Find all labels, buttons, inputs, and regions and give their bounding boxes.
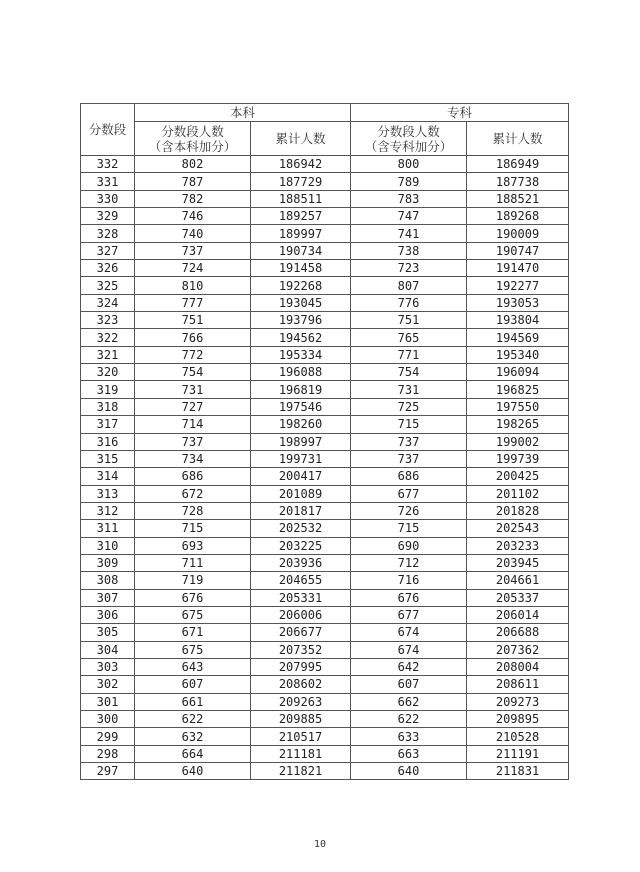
undergraduate-count-cell: 693: [135, 537, 251, 554]
table-row: [81, 173, 569, 190]
undergraduate-count-cell: 724: [135, 260, 251, 277]
junior-college-count-cell: 677: [351, 485, 467, 502]
table-row: [81, 433, 569, 450]
score-cell: 327: [81, 242, 135, 259]
undergraduate-cumulative-cell: 201817: [251, 502, 351, 519]
junior-college-cumulative-cell: 206014: [467, 606, 569, 623]
score-cell: 309: [81, 554, 135, 571]
junior-college-cumulative-cell: 203945: [467, 554, 569, 571]
junior-college-count-cell: 723: [351, 260, 467, 277]
undergraduate-count-header-line2: （含本科加分）: [148, 138, 237, 154]
junior-college-cumulative-cell: 197550: [467, 398, 569, 415]
undergraduate-cumulative-cell: 208602: [251, 676, 351, 693]
undergraduate-count-cell: 802: [135, 156, 251, 173]
undergraduate-cumulative-cell: 205331: [251, 589, 351, 606]
junior-college-cumulative-cell: 208004: [467, 658, 569, 675]
undergraduate-count-cell: 734: [135, 450, 251, 467]
junior-college-cumulative-cell: 198265: [467, 416, 569, 433]
junior-college-count-cell: 731: [351, 381, 467, 398]
table-row: [81, 763, 569, 780]
undergraduate-cumulative-cell: 211181: [251, 745, 351, 762]
junior-college-cumulative-cell: 210528: [467, 728, 569, 745]
score-cell: 323: [81, 312, 135, 329]
undergraduate-count-header-line1: 分数段人数: [161, 123, 224, 139]
junior-college-count-cell: 751: [351, 312, 467, 329]
score-range-header: 分数段: [81, 104, 135, 156]
undergraduate-count-cell: 664: [135, 745, 251, 762]
junior-college-cumulative-cell: 209273: [467, 693, 569, 710]
undergraduate-cumulative-cell: 187729: [251, 173, 351, 190]
score-cell: 298: [81, 745, 135, 762]
score-cell: 315: [81, 450, 135, 467]
junior-college-count-cell: 677: [351, 606, 467, 623]
junior-college-cumulative-cell: 202543: [467, 520, 569, 537]
undergraduate-cumulative-cell: 196088: [251, 364, 351, 381]
junior-college-count-cell: 662: [351, 693, 467, 710]
undergraduate-count-cell: 671: [135, 624, 251, 641]
undergraduate-cumulative-cell: 191458: [251, 260, 351, 277]
junior-college-count-cell: 676: [351, 589, 467, 606]
junior-college-cumulative-cell: 193804: [467, 312, 569, 329]
score-cell: 326: [81, 260, 135, 277]
undergraduate-cumulative-cell: 193045: [251, 294, 351, 311]
undergraduate-count-cell: 719: [135, 572, 251, 589]
score-cell: 311: [81, 520, 135, 537]
table-row: [81, 485, 569, 502]
junior-college-count-cell: 715: [351, 416, 467, 433]
score-cell: 314: [81, 468, 135, 485]
undergraduate-cumulative-cell: 197546: [251, 398, 351, 415]
table-row: [81, 294, 569, 311]
undergraduate-count-cell: 632: [135, 728, 251, 745]
score-cell: 303: [81, 658, 135, 675]
score-cell: 305: [81, 624, 135, 641]
junior-college-cumulative-cell: 209895: [467, 711, 569, 728]
undergraduate-count-cell: 640: [135, 763, 251, 780]
undergraduate-count-cell: 777: [135, 294, 251, 311]
score-cell: 313: [81, 485, 135, 502]
junior-college-count-cell: 741: [351, 225, 467, 242]
junior-college-cumulative-cell: 195340: [467, 346, 569, 363]
undergraduate-cumulative-cell: 209263: [251, 693, 351, 710]
undergraduate-count-cell: 675: [135, 606, 251, 623]
header-row-columns: [81, 122, 569, 156]
junior-college-cumulative-cell: 204661: [467, 572, 569, 589]
undergraduate-cumulative-cell: 190734: [251, 242, 351, 259]
junior-college-cumulative-cell: 201102: [467, 485, 569, 502]
junior-college-cumulative-cell: 187738: [467, 173, 569, 190]
table-row: [81, 312, 569, 329]
table-row: [81, 537, 569, 554]
undergraduate-cumulative-cell: 196819: [251, 381, 351, 398]
undergraduate-cumulative-cell: 207995: [251, 658, 351, 675]
undergraduate-count-cell: 787: [135, 173, 251, 190]
table-row: [81, 606, 569, 623]
score-cell: 316: [81, 433, 135, 450]
junior-college-cumulative-cell: 206688: [467, 624, 569, 641]
undergraduate-count-cell: 728: [135, 502, 251, 519]
undergraduate-count-cell: 675: [135, 641, 251, 658]
table-row: [81, 260, 569, 277]
junior-college-count-header-line2: （含专科加分）: [364, 138, 453, 154]
junior-college-count-cell: 674: [351, 641, 467, 658]
undergraduate-count-cell: 810: [135, 277, 251, 294]
undergraduate-cumulative-cell: 202532: [251, 520, 351, 537]
score-cell: 300: [81, 711, 135, 728]
junior-college-count-cell: 633: [351, 728, 467, 745]
score-cell: 320: [81, 364, 135, 381]
undergraduate-cumulative-cell: 186942: [251, 156, 351, 173]
junior-college-count-cell: 716: [351, 572, 467, 589]
junior-college-count-cell: 690: [351, 537, 467, 554]
junior-college-cumulative-cell: 211191: [467, 745, 569, 762]
undergraduate-count-cell: 715: [135, 520, 251, 537]
junior-college-cumulative-cell: 191470: [467, 260, 569, 277]
table-row: [81, 520, 569, 537]
junior-college-cumulative-cell: 200425: [467, 468, 569, 485]
junior-college-count-cell: 686: [351, 468, 467, 485]
junior-college-cumulative-header: 累计人数: [467, 122, 569, 156]
junior-college-cumulative-cell: 205337: [467, 589, 569, 606]
undergraduate-cumulative-cell: 198997: [251, 433, 351, 450]
undergraduate-cumulative-cell: 201089: [251, 485, 351, 502]
undergraduate-cumulative-cell: 204655: [251, 572, 351, 589]
junior-college-count-cell: 738: [351, 242, 467, 259]
score-cell: 324: [81, 294, 135, 311]
table-row: [81, 225, 569, 242]
undergraduate-count-cell: 711: [135, 554, 251, 571]
header-row-groups: [81, 104, 569, 122]
table-row: [81, 641, 569, 658]
score-cell: 302: [81, 676, 135, 693]
table-row: [81, 242, 569, 259]
table-row: [81, 398, 569, 415]
table-row: [81, 156, 569, 173]
table-row: [81, 624, 569, 641]
undergraduate-cumulative-cell: 206677: [251, 624, 351, 641]
junior-college-count-cell: 737: [351, 450, 467, 467]
undergraduate-count-cell: 714: [135, 416, 251, 433]
score-cell: 312: [81, 502, 135, 519]
table-row: [81, 346, 569, 363]
junior-college-cumulative-cell: 201828: [467, 502, 569, 519]
junior-college-count-cell: 674: [351, 624, 467, 641]
score-cell: 310: [81, 537, 135, 554]
table-row: [81, 208, 569, 225]
score-cell: 304: [81, 641, 135, 658]
junior-college-count-cell: 783: [351, 190, 467, 207]
undergraduate-count-cell: 746: [135, 208, 251, 225]
table-row: [81, 745, 569, 762]
undergraduate-count-cell: 766: [135, 329, 251, 346]
undergraduate-cumulative-cell: 207352: [251, 641, 351, 658]
junior-college-count-cell: 607: [351, 676, 467, 693]
undergraduate-cumulative-cell: 189997: [251, 225, 351, 242]
undergraduate-count-cell: 772: [135, 346, 251, 363]
score-cell: 322: [81, 329, 135, 346]
undergraduate-cumulative-cell: 198260: [251, 416, 351, 433]
table-row: [81, 589, 569, 606]
junior-college-count-cell: 771: [351, 346, 467, 363]
table-row: [81, 676, 569, 693]
junior-college-count-cell: 663: [351, 745, 467, 762]
junior-college-cumulative-cell: 207362: [467, 641, 569, 658]
undergraduate-count-cell: 751: [135, 312, 251, 329]
junior-college-cumulative-cell: 188521: [467, 190, 569, 207]
undergraduate-count-cell: 754: [135, 364, 251, 381]
undergraduate-count-cell: 607: [135, 676, 251, 693]
table-row: [81, 381, 569, 398]
score-cell: 321: [81, 346, 135, 363]
junior-college-cumulative-cell: 194569: [467, 329, 569, 346]
table-row: [81, 711, 569, 728]
undergraduate-cumulative-cell: 195334: [251, 346, 351, 363]
undergraduate-count-cell: 686: [135, 468, 251, 485]
junior-college-count-cell: 754: [351, 364, 467, 381]
table-row: [81, 572, 569, 589]
table-row: [81, 190, 569, 207]
page-number: 10: [313, 839, 327, 850]
undergraduate-cumulative-cell: 194562: [251, 329, 351, 346]
undergraduate-count-cell: 782: [135, 190, 251, 207]
junior-college-count-cell: 747: [351, 208, 467, 225]
junior-college-count-header-line1: 分数段人数: [377, 123, 440, 139]
junior-college-count-cell: 715: [351, 520, 467, 537]
junior-college-cumulative-cell: 192277: [467, 277, 569, 294]
score-cell: 325: [81, 277, 135, 294]
undergraduate-cumulative-cell: 199731: [251, 450, 351, 467]
junior-college-cumulative-cell: 193053: [467, 294, 569, 311]
junior-college-count-cell: 765: [351, 329, 467, 346]
undergraduate-cumulative-header: 累计人数: [251, 122, 351, 156]
undergraduate-cumulative-cell: 192268: [251, 277, 351, 294]
junior-college-count-cell: 737: [351, 433, 467, 450]
score-cell: 331: [81, 173, 135, 190]
junior-college-cumulative-cell: 203233: [467, 537, 569, 554]
score-cell: 328: [81, 225, 135, 242]
junior-college-cumulative-cell: 196825: [467, 381, 569, 398]
score-cell: 308: [81, 572, 135, 589]
score-cell: 318: [81, 398, 135, 415]
undergraduate-cumulative-cell: 189257: [251, 208, 351, 225]
undergraduate-cumulative-cell: 211821: [251, 763, 351, 780]
table-row: [81, 468, 569, 485]
undergraduate-cumulative-cell: 210517: [251, 728, 351, 745]
undergraduate-cumulative-cell: 203936: [251, 554, 351, 571]
junior-college-count-cell: 800: [351, 156, 467, 173]
junior-college-cumulative-cell: 211831: [467, 763, 569, 780]
junior-college-cumulative-cell: 196094: [467, 364, 569, 381]
undergraduate-count-cell: 737: [135, 433, 251, 450]
score-cell: 301: [81, 693, 135, 710]
junior-college-count-cell: 622: [351, 711, 467, 728]
score-cell: 297: [81, 763, 135, 780]
undergraduate-count-cell: 737: [135, 242, 251, 259]
table-row: [81, 450, 569, 467]
junior-college-cumulative-cell: 190009: [467, 225, 569, 242]
junior-college-count-cell: 789: [351, 173, 467, 190]
junior-college-count-cell: 776: [351, 294, 467, 311]
score-cell: 329: [81, 208, 135, 225]
table-row: [81, 277, 569, 294]
score-cell: 330: [81, 190, 135, 207]
score-distribution-table: [80, 103, 569, 780]
score-cell: 299: [81, 728, 135, 745]
undergraduate-count-cell: 676: [135, 589, 251, 606]
undergraduate-count-cell: 622: [135, 711, 251, 728]
junior-college-cumulative-cell: 189268: [467, 208, 569, 225]
undergraduate-count-cell: 740: [135, 225, 251, 242]
undergraduate-group-header: 本科: [135, 104, 351, 122]
junior-college-cumulative-cell: 186949: [467, 156, 569, 173]
undergraduate-count-cell: 731: [135, 381, 251, 398]
junior-college-count-cell: 712: [351, 554, 467, 571]
undergraduate-count-cell: 643: [135, 658, 251, 675]
score-cell: 319: [81, 381, 135, 398]
junior-college-group-header: 专科: [351, 104, 569, 122]
junior-college-count-cell: 807: [351, 277, 467, 294]
undergraduate-cumulative-cell: 188511: [251, 190, 351, 207]
junior-college-count-cell: 642: [351, 658, 467, 675]
score-cell: 306: [81, 606, 135, 623]
junior-college-cumulative-cell: 199739: [467, 450, 569, 467]
score-cell: 332: [81, 156, 135, 173]
undergraduate-cumulative-cell: 206006: [251, 606, 351, 623]
undergraduate-cumulative-cell: 209885: [251, 711, 351, 728]
table-row: [81, 329, 569, 346]
undergraduate-cumulative-cell: 203225: [251, 537, 351, 554]
undergraduate-cumulative-cell: 193796: [251, 312, 351, 329]
score-cell: 317: [81, 416, 135, 433]
table-row: [81, 728, 569, 745]
table-row: [81, 693, 569, 710]
undergraduate-count-header: [135, 122, 251, 156]
junior-college-cumulative-cell: 190747: [467, 242, 569, 259]
undergraduate-cumulative-cell: 200417: [251, 468, 351, 485]
table-row: [81, 416, 569, 433]
undergraduate-count-cell: 727: [135, 398, 251, 415]
junior-college-cumulative-cell: 208611: [467, 676, 569, 693]
table-row: [81, 364, 569, 381]
table-row: [81, 554, 569, 571]
junior-college-count-header: [351, 122, 467, 156]
junior-college-count-cell: 726: [351, 502, 467, 519]
junior-college-count-cell: 725: [351, 398, 467, 415]
undergraduate-count-cell: 661: [135, 693, 251, 710]
score-cell: 307: [81, 589, 135, 606]
undergraduate-count-cell: 672: [135, 485, 251, 502]
junior-college-count-cell: 640: [351, 763, 467, 780]
table-row: [81, 658, 569, 675]
table-body: [81, 156, 569, 780]
junior-college-cumulative-cell: 199002: [467, 433, 569, 450]
table-row: [81, 502, 569, 519]
